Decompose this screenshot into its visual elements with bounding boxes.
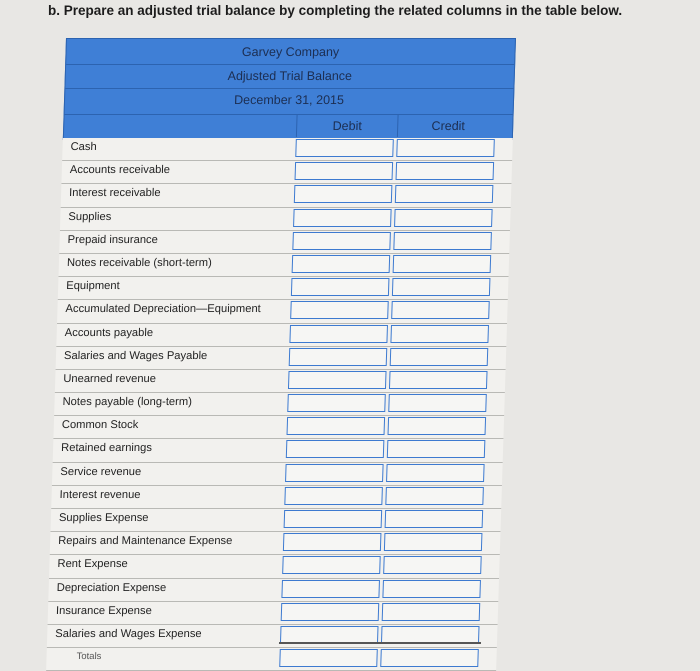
table-row xyxy=(50,532,501,555)
credit-input[interactable] xyxy=(388,417,487,435)
table-row xyxy=(56,324,507,347)
table-row xyxy=(59,231,510,254)
credit-input[interactable] xyxy=(396,162,495,180)
credit-input[interactable] xyxy=(390,325,489,343)
statement-title: Adjusted Trial Balance xyxy=(227,69,353,83)
totals-double-rule xyxy=(279,642,481,644)
debit-input[interactable] xyxy=(284,487,383,505)
table-row xyxy=(61,161,512,184)
account-rows xyxy=(46,138,513,671)
debit-input[interactable] xyxy=(282,556,381,574)
debit-input[interactable] xyxy=(283,533,382,551)
debit-input[interactable] xyxy=(287,417,386,435)
credit-input[interactable] xyxy=(391,301,490,319)
table-row xyxy=(51,486,502,509)
debit-input[interactable] xyxy=(281,603,380,621)
totals-row xyxy=(46,648,497,671)
credit-input[interactable] xyxy=(385,487,484,505)
credit-input[interactable] xyxy=(393,232,492,250)
account-label: Unearned revenue xyxy=(63,372,157,385)
account-label: Notes payable (long-term) xyxy=(62,396,193,409)
account-label: Common Stock xyxy=(61,419,139,432)
account-label: Accumulated Depreciation—Equipment xyxy=(65,303,261,316)
debit-total-input[interactable] xyxy=(279,649,378,667)
account-label: Insurance Expense xyxy=(55,604,152,617)
credit-input[interactable] xyxy=(383,556,482,574)
instruction-text: b. Prepare an adjusted trial balance by completing the related columns in the table below. xyxy=(48,3,623,18)
totals-label: Totals xyxy=(76,651,102,663)
debit-column-header: Debit xyxy=(296,115,398,137)
table-row xyxy=(57,300,508,323)
account-label: Accounts receivable xyxy=(69,164,171,177)
company-name: Garvey Company xyxy=(241,45,340,59)
debit-input[interactable] xyxy=(287,394,386,412)
debit-input[interactable] xyxy=(288,371,387,389)
credit-input[interactable] xyxy=(396,139,495,157)
credit-input[interactable] xyxy=(394,209,493,227)
table-row xyxy=(58,254,509,277)
debit-input[interactable] xyxy=(289,348,388,366)
credit-input[interactable] xyxy=(392,278,491,296)
credit-input[interactable] xyxy=(395,185,494,203)
debit-input[interactable] xyxy=(291,278,390,296)
account-label: Supplies Expense xyxy=(58,512,149,524)
table-header xyxy=(63,38,516,140)
statement-date: December 31, 2015 xyxy=(233,93,345,107)
debit-input[interactable] xyxy=(285,464,384,482)
credit-input[interactable] xyxy=(390,348,489,366)
table-row xyxy=(52,463,503,486)
table-row xyxy=(60,208,511,231)
debit-input[interactable] xyxy=(295,162,394,180)
account-label: Depreciation Expense xyxy=(56,581,167,594)
debit-input[interactable] xyxy=(290,301,389,319)
credit-input[interactable] xyxy=(388,394,487,412)
debit-input[interactable] xyxy=(286,440,385,458)
credit-input[interactable] xyxy=(382,580,481,598)
credit-input[interactable] xyxy=(384,533,483,551)
account-label: Equipment xyxy=(66,280,120,293)
account-label: Interest receivable xyxy=(68,187,161,200)
credit-input[interactable] xyxy=(393,255,492,273)
debit-input[interactable] xyxy=(293,209,392,227)
table-row xyxy=(54,393,505,416)
table-row xyxy=(62,138,513,161)
credit-total-input[interactable] xyxy=(380,649,479,667)
account-label: Rent Expense xyxy=(57,558,128,571)
debit-input[interactable] xyxy=(295,139,394,157)
account-label: Interest revenue xyxy=(59,488,141,501)
table-row xyxy=(48,602,499,625)
credit-column-header: Credit xyxy=(397,115,499,137)
account-label: Retained earnings xyxy=(60,442,153,455)
table-row xyxy=(55,370,506,393)
debit-input[interactable] xyxy=(292,232,391,250)
account-label: Cash xyxy=(70,141,97,153)
trial-balance-table xyxy=(47,38,516,663)
table-row xyxy=(50,509,501,532)
account-label: Supplies xyxy=(68,210,112,223)
debit-input[interactable] xyxy=(284,510,383,528)
credit-input[interactable] xyxy=(382,603,481,621)
account-label: Salaries and Wages Payable xyxy=(63,349,208,362)
debit-input[interactable] xyxy=(281,580,380,598)
account-label: Service revenue xyxy=(60,465,142,478)
credit-input[interactable] xyxy=(386,464,485,482)
table-row xyxy=(61,184,512,207)
table-row xyxy=(47,625,498,648)
account-label: Repairs and Maintenance Expense xyxy=(57,535,233,548)
debit-input[interactable] xyxy=(292,255,391,273)
credit-input[interactable] xyxy=(389,371,488,389)
account-label: Accounts payable xyxy=(64,326,154,339)
credit-input[interactable] xyxy=(385,510,484,528)
table-row xyxy=(56,347,507,370)
table-row xyxy=(53,416,504,439)
account-label: Notes receivable (short-term) xyxy=(66,256,212,269)
account-label: Prepaid insurance xyxy=(67,233,159,246)
table-row xyxy=(53,439,504,462)
table-row xyxy=(48,579,499,602)
table-row xyxy=(58,277,509,300)
debit-input[interactable] xyxy=(294,185,393,203)
credit-input[interactable] xyxy=(387,440,486,458)
account-label: Salaries and Wages Expense xyxy=(55,627,202,640)
debit-input[interactable] xyxy=(289,325,388,343)
table-row xyxy=(49,555,500,578)
